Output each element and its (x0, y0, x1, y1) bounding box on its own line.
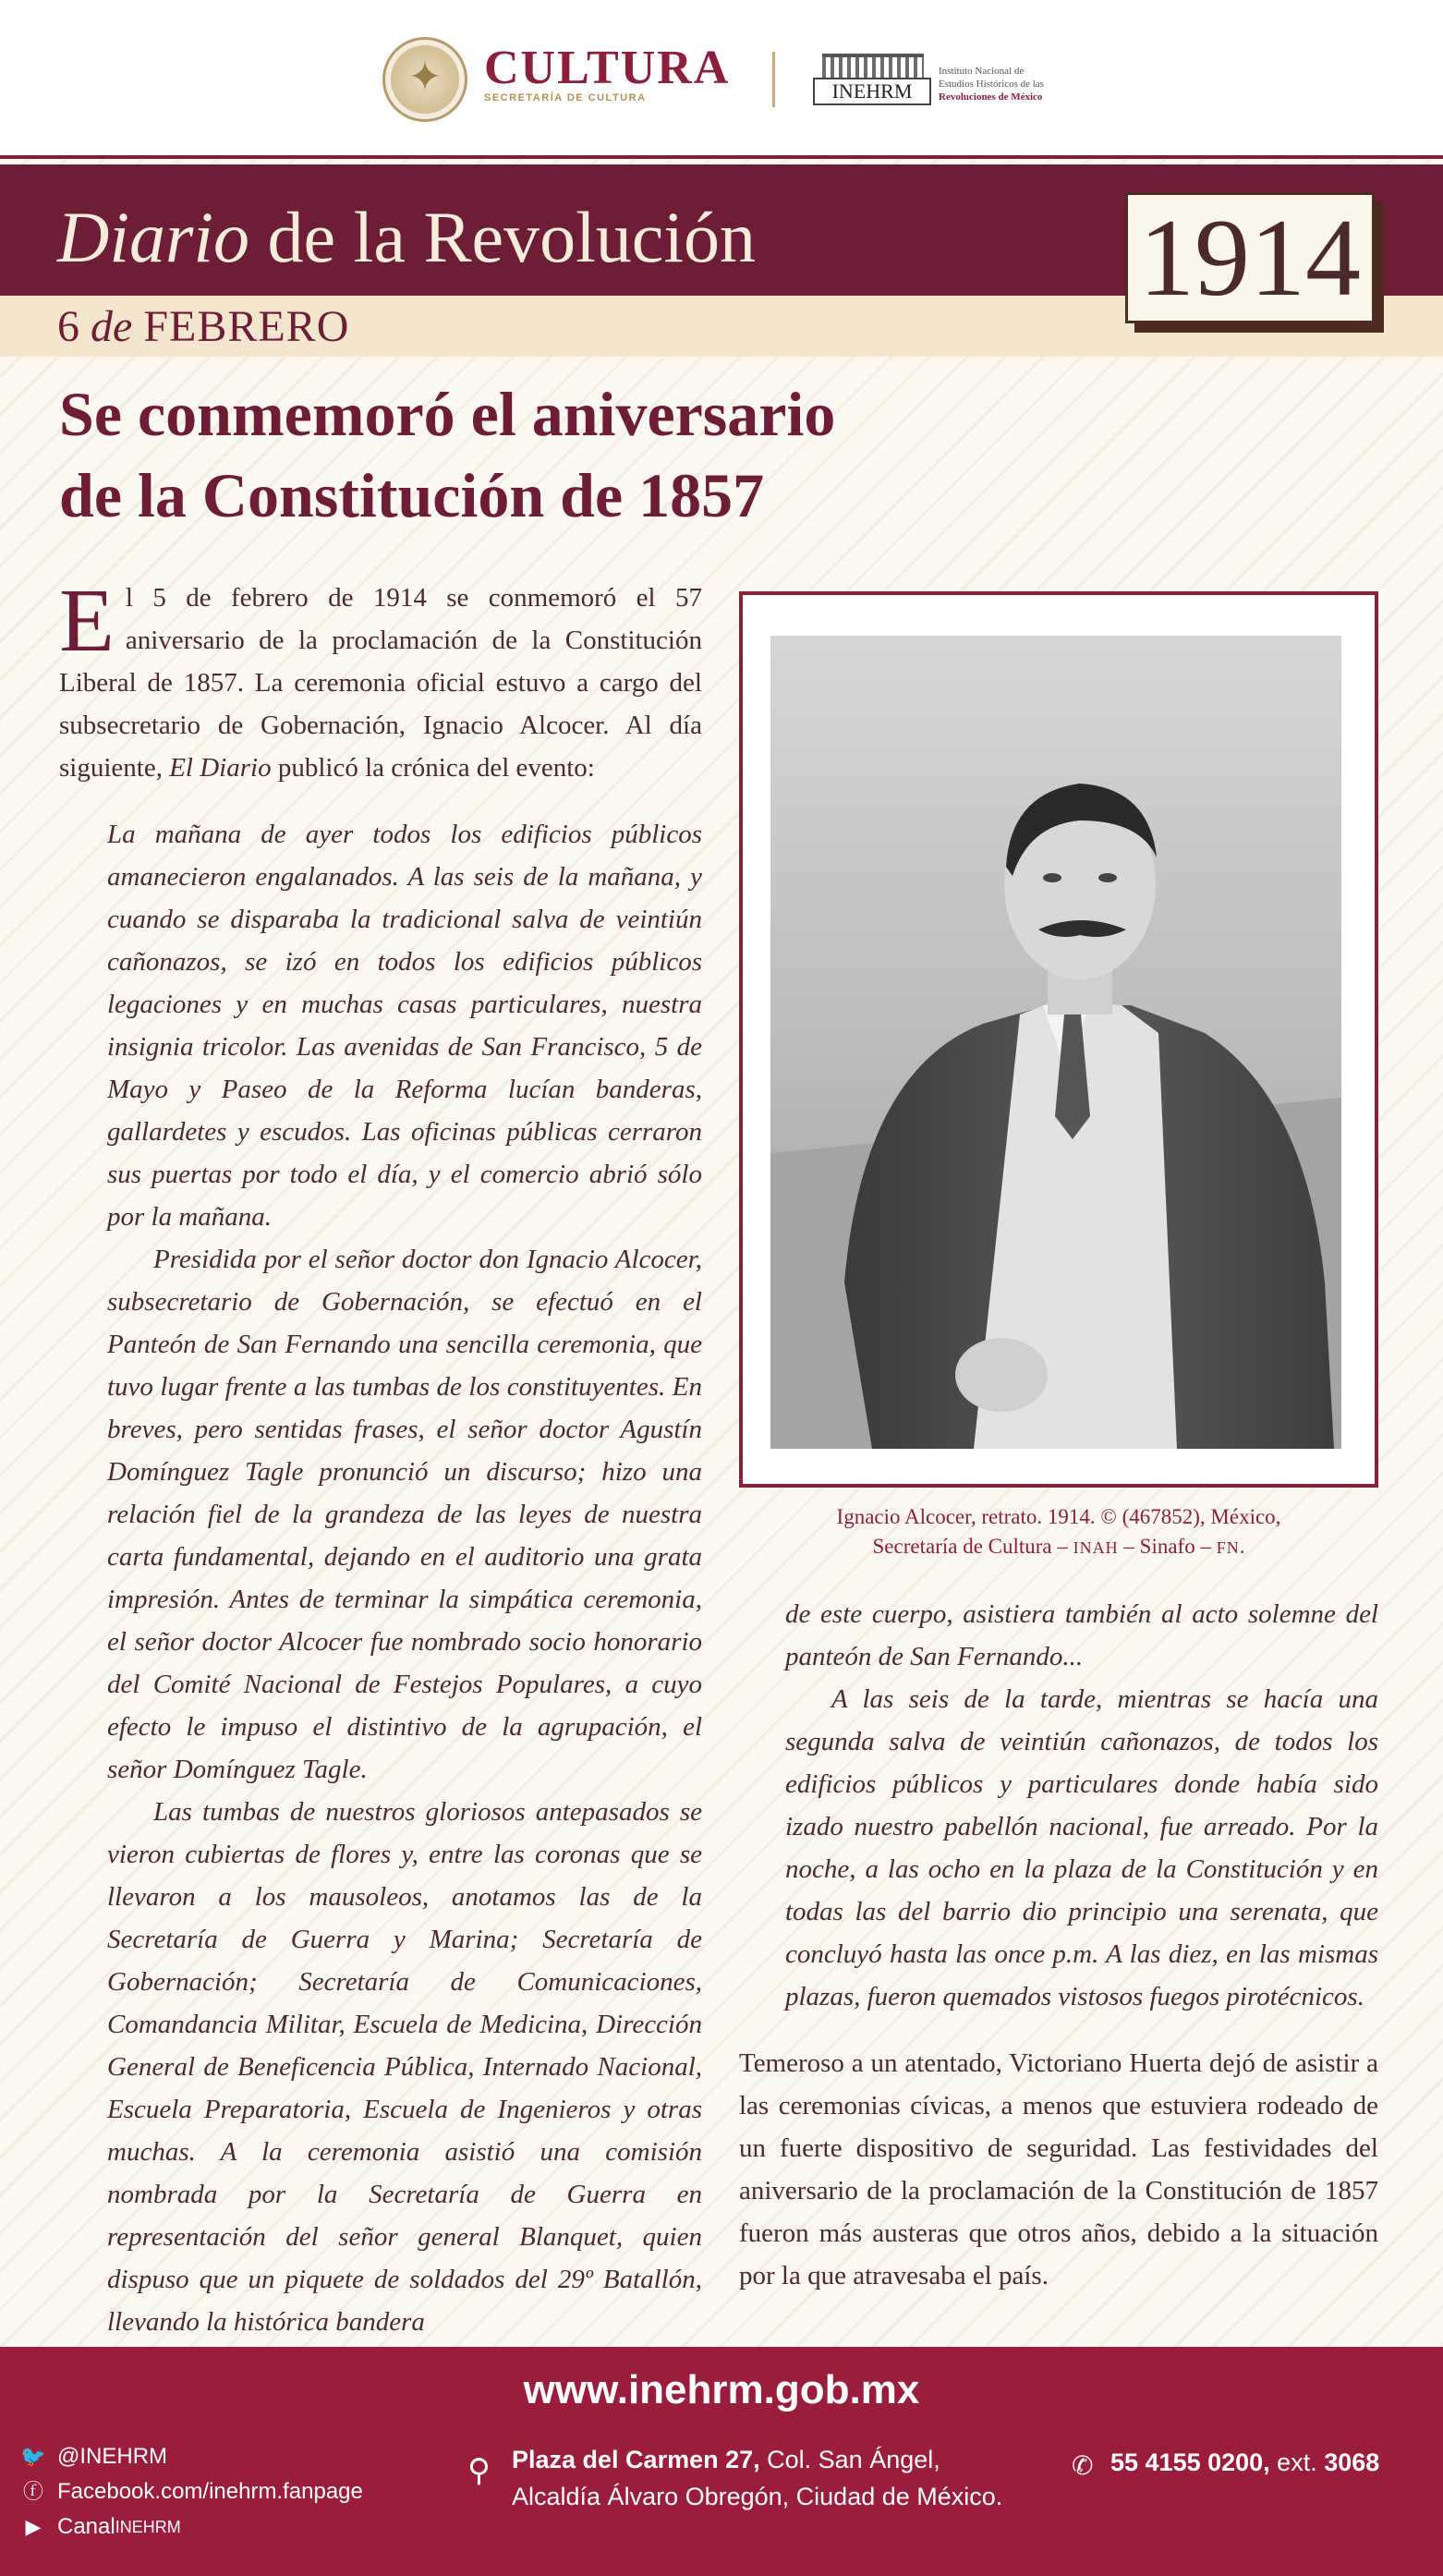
address: Plaza del Carmen 27, Col. San Ángel, Alcaldía Álvaro Obregón, Ciudad de México. (512, 2446, 1003, 2510)
closing-paragraph: Temeroso a un atentado, Victoriano Huerta dejó de asistir a las ceremonias cívicas, a menos que estuviera rodeado de un fuerte dispositivo de seguridad. Las festividades del aniversario de la proclamación de la Constitución de 1857 fueron más austeras que otros años, debido a la situación por la que atravesaba el país. (739, 2048, 1378, 2290)
facebook-icon: ⓕ (22, 2480, 43, 2503)
quote-paragraph: A las seis de la tarde, mientras se hacía una segunda salva de veintiún cañonazos, de todos los edificios públicos y particulares donde había sido izado nuestro pabellón nacional, fue arreado. Por la noche, a las ocho en la plaza de la Constitución y en todas las del barrio dio principio una serenata, que concluyó hasta las once p.m. A las diez, en las mismas plazas, fueron quemados vistosos fuegos pirotécnicos. (785, 1684, 1378, 2011)
inehrm-name: Instituto Nacional de Estudios Históricos de las Revoluciones de México (939, 66, 1044, 103)
phone-number[interactable]: 55 4155 0200, ext. 3068 (1110, 2448, 1380, 2476)
year-label: 1914 (1139, 196, 1361, 319)
quote-paragraph: La mañana de ayer todos los edificios públicos amanecieron engalanados. A las seis de la mañana, y cuando se disparaba la tradicional salva de veintiún cañonazos, se izó en todos los edificios públicos legaciones y en muchas casas particulares, nuestra insignia tricolor. Las avenidas de San Francisco, 5 de Mayo y Paseo de la Reforma lucían banderas, gallardetes y escudos. Las oficinas públicas cerraron sus puertas por todo el día, y el comercio abrió sólo por la mañana. (107, 820, 702, 1232)
youtube-link[interactable]: ▶ Canal INEHRM (18, 2509, 425, 2545)
drop-cap: E (59, 571, 115, 671)
logo-divider (772, 52, 775, 107)
quote-paragraph: de este cuerpo, asistiera también al acto solemne del panteón de San Fernando... (785, 1599, 1378, 1671)
cultura-subtitle: SECRETARÍA DE CULTURA (484, 92, 647, 103)
cultura-logo: CULTURA (484, 42, 731, 94)
quote-right-column (785, 1593, 1378, 2018)
portrait-photo (770, 636, 1341, 1449)
quote-paragraph: Presidida por el señor doctor don Ignacio Alcocer, subsecretario de Gobernación, se efectuó en el Panteón de San Fernando una sencilla ceremonia, que tuvo lugar frente a las tumbas de los constituyentes. En breves, pero sentidas frases, el señor doctor Agustín Domínguez Tagle pronunció un discurso; hizo una relación fiel de la grandeza de las leyes de nuestra carta fundamental, dejando en el auditorio una grata impresión. Antes de terminar la simpática ceremonia, el señor doctor Alcocer fue nombrado socio honorario del Comité Nacional de Festejos Populares, a cuyo efecto le impuso el distintivo de la agrupación, el señor Domínguez Tagle. (107, 1245, 702, 1784)
article-headline: Se conmemoró el aniversario de la Constitución de 1857 (59, 379, 836, 530)
twitter-icon: 🐦 (20, 2445, 46, 2468)
phone-icon: ✆ (1072, 2452, 1094, 2481)
website-link[interactable]: www.inehrm.gob.mx (523, 2367, 920, 2412)
portrait-illustration (770, 636, 1341, 1449)
issue-date: 6 de FEBRERO (57, 302, 350, 351)
youtube-icon: ▶ (25, 2515, 42, 2538)
page-title: Diario de la Revolución (57, 197, 757, 277)
twitter-link[interactable]: 🐦 @INEHRM (18, 2439, 425, 2474)
header-rule (0, 155, 1443, 159)
facebook-link[interactable]: ⓕ Facebook.com/inehrm.fanpage (18, 2474, 425, 2509)
location-pin-icon: ⚲ (467, 2454, 491, 2488)
quote-paragraph: Las tumbas de nuestros gloriosos antepasados se vieron cubiertas de flores y, entre las coronas que se llevaron a los mausoleos, anotamos las de la Secretaría de Guerra y Marina; Secretaría de Gobernación; Secretaría de Comunicaciones, Comandancia Militar, Escuela de Medicina, Dirección General de Beneficencia Pública, Internado Nacional, Escuela Preparatoria, Escuela de Ingenieros y otras muchas. A la ceremonia asistió una comisión nombrada por la Secretaría de Guerra en representación del señor general Blanquet, quien dispuso que un piquete de soldados del 29º Batallón, llevando la histórica bandera (107, 1797, 702, 2337)
eagle-icon: ✦ (407, 55, 443, 100)
inehrm-logo: INEHRM (813, 78, 931, 105)
photo-caption: Ignacio Alcocer, retrato. 1914. © (467852), México, Secretaría de Cultura – INAH – Sinafo – FN. (836, 1505, 1281, 1558)
quote-left-column (107, 813, 702, 2343)
intro-paragraph: El 5 de febrero de 1914 se conmemoró el 57 aniversario de la proclamación de la Constitución Liberal de 1857. La ceremonia oficial estuvo a cargo del subsecretario de Gobernación, Ignacio Alcocer. Al día siguiente, El Diario publicó la crónica del evento: (59, 571, 702, 783)
social-links (18, 2439, 425, 2545)
